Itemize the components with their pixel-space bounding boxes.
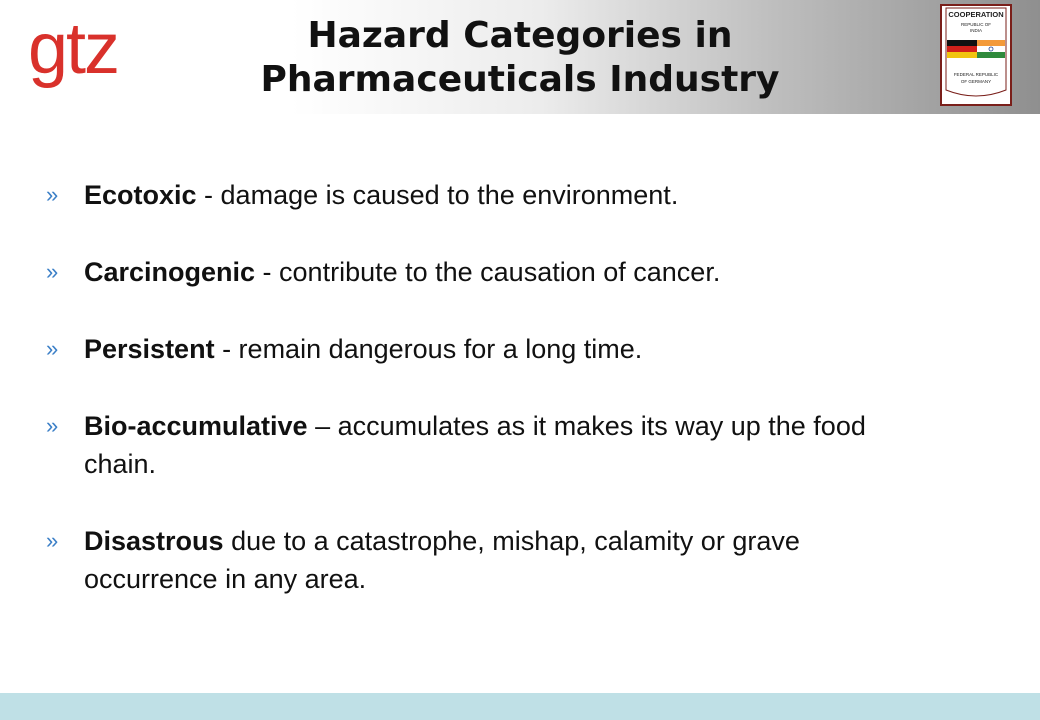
bullet-persistent <box>46 330 926 368</box>
bullet-term: Persistent <box>84 334 215 364</box>
bullet-text <box>84 522 926 598</box>
bullet-marker: » <box>46 259 59 284</box>
title-line-1: Hazard Categories in <box>307 15 733 56</box>
bullet-term: Ecotoxic <box>84 180 197 210</box>
bullet-description: - remain dangerous for a long time. <box>214 334 643 364</box>
seal-line-5: OF GERMANY <box>960 79 992 84</box>
seal-line-4: FEDERAL REPUBLIC <box>953 72 999 77</box>
bullet-term: Bio-accumulative <box>84 411 308 441</box>
bullet-marker: » <box>46 528 59 553</box>
bullet-text <box>84 330 642 368</box>
bullet-term: Carcinogenic <box>84 257 256 287</box>
footer-band <box>0 693 1040 720</box>
bullet-text <box>84 407 926 483</box>
cooperation-seal <box>940 4 1012 106</box>
bullet-marker: » <box>46 182 59 207</box>
bullet-marker: » <box>46 336 59 361</box>
bullet-bio-accumulative <box>46 407 926 483</box>
germany-flag-icon <box>947 40 977 58</box>
bullet-description: – accumulates as it makes its way up the food chain. <box>84 411 866 479</box>
bullet-carcinogenic <box>46 253 926 291</box>
bullet-term: Disastrous <box>84 526 224 556</box>
bullet-text <box>84 253 720 291</box>
bullet-marker: » <box>46 413 59 438</box>
title-line-2: Pharmaceuticals Industry <box>260 59 780 100</box>
bullet-description: - contribute to the causation of cancer. <box>255 257 721 287</box>
bullet-description: due to a catastrophe, mishap, calamity or grave occurrence in any area. <box>84 526 800 594</box>
bullet-ecotoxic <box>46 176 926 214</box>
gtz-logo: gtz <box>28 9 119 89</box>
seal-top-text: COOPERATION <box>948 10 1004 19</box>
bullet-list <box>46 176 926 637</box>
bullet-text <box>84 176 678 214</box>
seal-line-2: REPUBLIC OF <box>960 22 992 27</box>
seal-line-3: INDIA <box>969 28 983 33</box>
slide-title <box>180 14 860 102</box>
india-flag-icon <box>977 40 1005 58</box>
bullet-disastrous <box>46 522 926 598</box>
bullet-description: - damage is caused to the environment. <box>196 180 679 210</box>
